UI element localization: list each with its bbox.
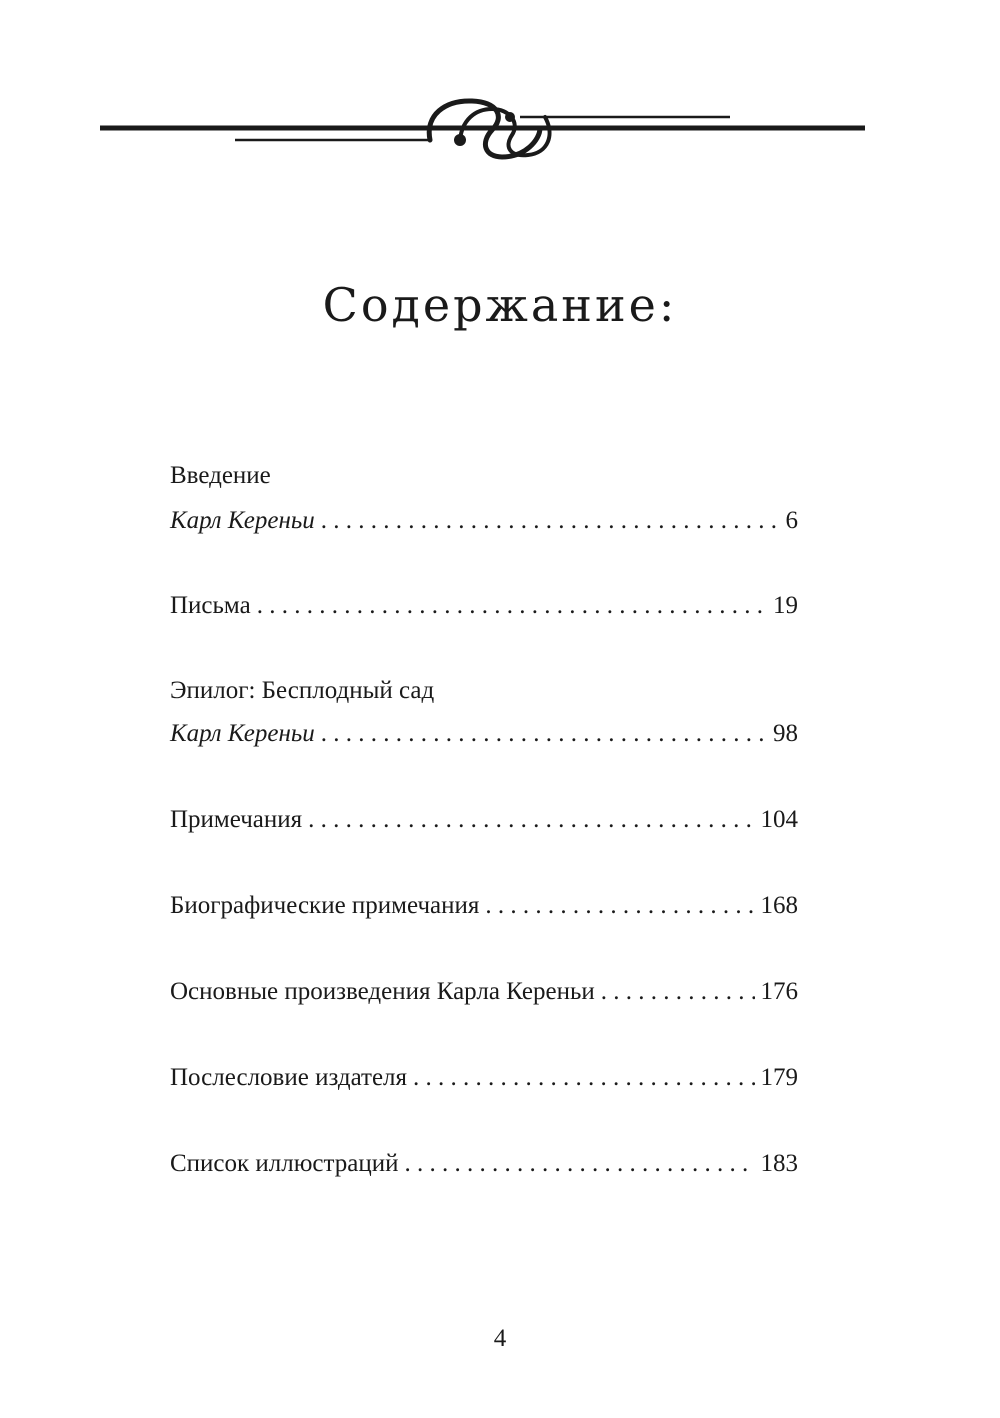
toc-entry-publisher-afterword[interactable] bbox=[170, 1062, 798, 1102]
toc-entry-major-works[interactable] bbox=[170, 976, 798, 1016]
toc-page-number: 104 bbox=[760, 806, 798, 833]
toc-heading bbox=[170, 675, 798, 707]
toc-entry-illustrations[interactable] bbox=[170, 1148, 798, 1188]
toc-page-number: 176 bbox=[760, 978, 798, 1005]
toc-label: Список иллюстраций bbox=[170, 1150, 399, 1177]
toc-label: Примечания bbox=[170, 806, 303, 833]
page-number: 4 bbox=[493, 1325, 507, 1352]
toc-label: Биографические примечания bbox=[170, 892, 480, 919]
page-title: Содержание: bbox=[322, 278, 678, 332]
toc-entry-notes[interactable] bbox=[170, 804, 798, 844]
dot-leader bbox=[405, 1148, 755, 1180]
toc-entry-letters[interactable] bbox=[170, 590, 798, 630]
toc-entry-biographical-notes[interactable] bbox=[170, 890, 798, 930]
toc-page-number: 19 bbox=[773, 592, 798, 619]
toc-entry-introduction bbox=[170, 460, 798, 500]
toc-label: Послесловие издателя bbox=[170, 1064, 408, 1091]
toc-heading-label: Эпилог: Бесплодный сад bbox=[170, 677, 435, 704]
dot-leader bbox=[601, 976, 755, 1008]
dot-leader bbox=[257, 590, 767, 622]
toc-label: Карл Кереньи bbox=[170, 507, 315, 534]
toc-heading bbox=[170, 460, 798, 492]
dot-leader bbox=[485, 890, 754, 922]
decorative-ornament-icon bbox=[100, 95, 865, 165]
dot-leader bbox=[413, 1062, 754, 1094]
toc-page-number: 6 bbox=[785, 507, 798, 534]
toc-entry-epilogue-author[interactable] bbox=[170, 718, 798, 758]
toc-label: Карл Кереньи bbox=[170, 720, 315, 747]
toc-page-number: 98 bbox=[773, 720, 798, 747]
toc-entry-introduction-author[interactable] bbox=[170, 505, 798, 545]
toc-page-number: 179 bbox=[760, 1064, 798, 1091]
dot-leader bbox=[321, 505, 780, 537]
toc-heading-label: Введение bbox=[170, 462, 271, 489]
toc-entry-epilogue bbox=[170, 675, 798, 715]
toc-label: Основные произведения Карла Кереньи bbox=[170, 978, 595, 1005]
dot-leader bbox=[321, 718, 767, 750]
toc-page-number: 168 bbox=[760, 892, 798, 919]
toc-page-number: 183 bbox=[760, 1150, 798, 1177]
toc-label: Письма bbox=[170, 592, 251, 619]
dot-leader bbox=[308, 804, 754, 836]
